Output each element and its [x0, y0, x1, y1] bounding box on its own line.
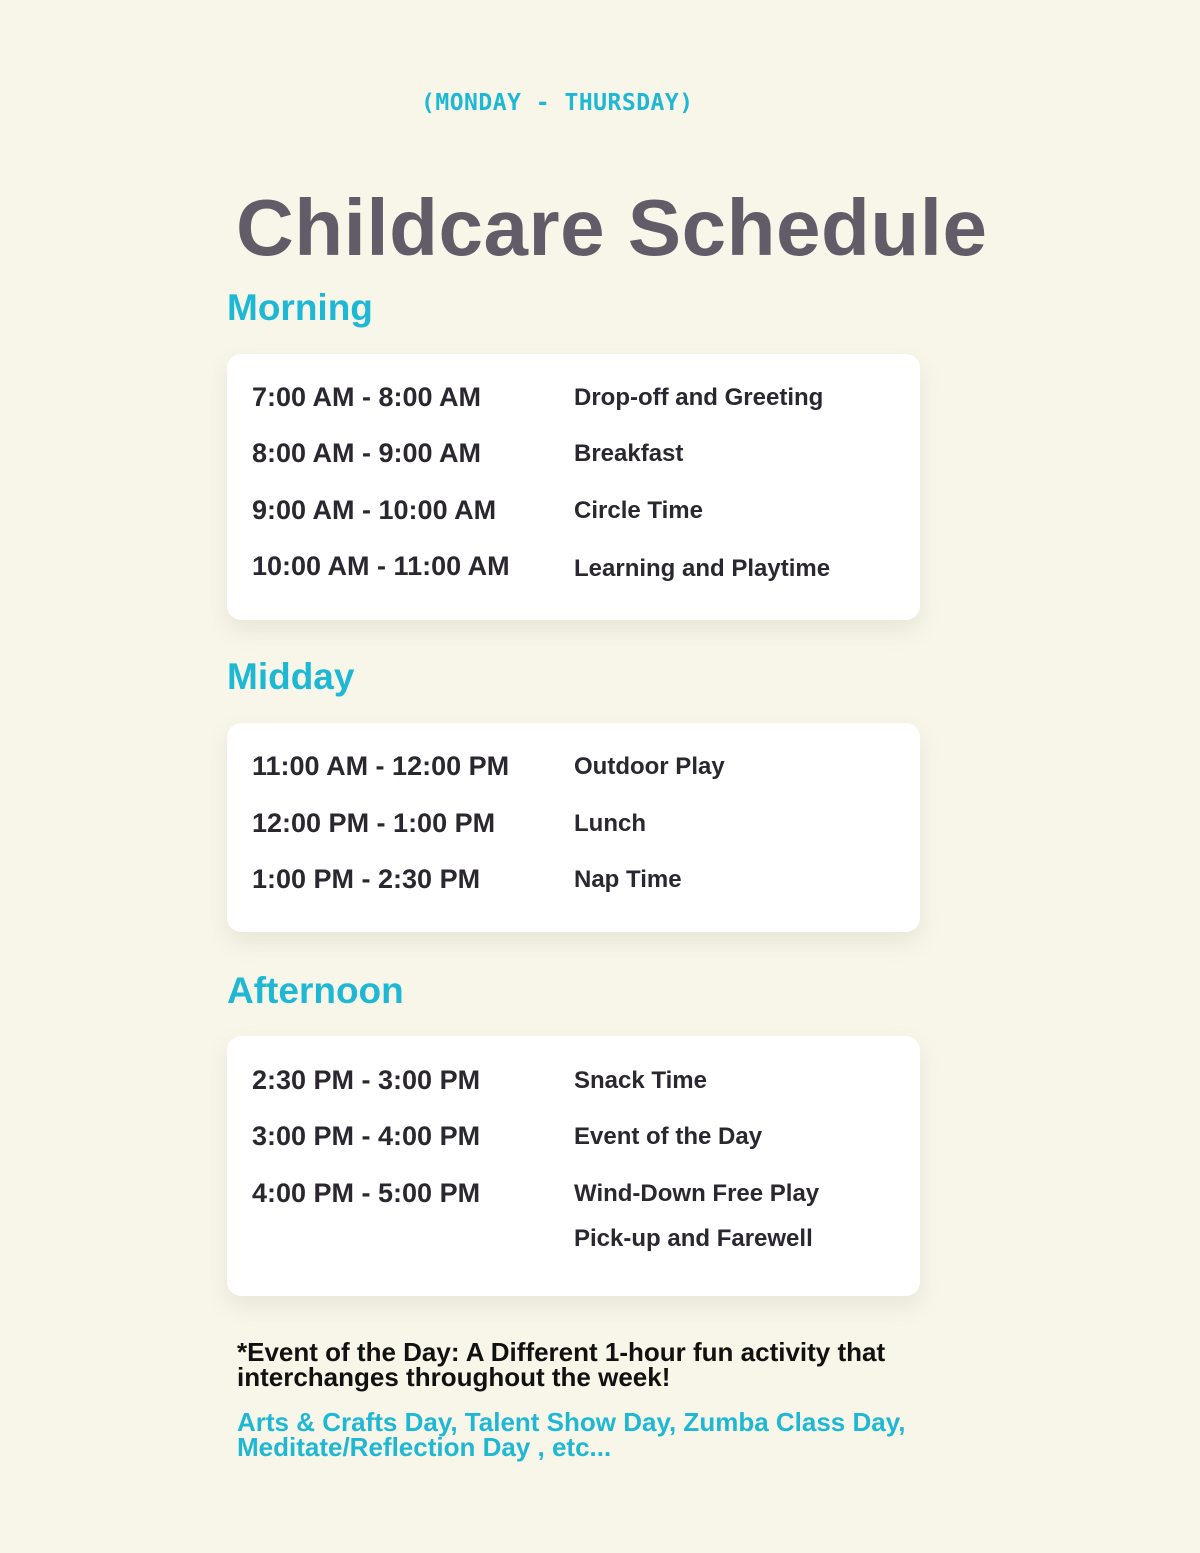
schedule-row [227, 1065, 920, 1105]
schedule-row [227, 551, 920, 591]
activity-label: Nap Time [574, 866, 682, 893]
activity-label: Pick-up and Farewell [574, 1225, 813, 1252]
afternoon-schedule-card [227, 1036, 920, 1296]
schedule-row [227, 1121, 920, 1161]
activity-label: Wind-Down Free Play [574, 1180, 820, 1207]
schedule-row [227, 1223, 920, 1263]
section-heading-midday: Midday [227, 656, 355, 697]
schedule-row [227, 495, 920, 535]
section-heading-morning: Morning [227, 287, 373, 328]
time-range: 12:00 PM - 1:00 PM [252, 808, 496, 838]
midday-schedule-card [227, 723, 920, 932]
time-range: 11:00 AM - 12:00 PM [252, 751, 510, 781]
schedule-row [227, 864, 920, 904]
schedule-row [227, 808, 920, 848]
time-range: 2:30 PM - 3:00 PM [252, 1065, 481, 1095]
schedule-row [227, 1178, 920, 1218]
time-range: 10:00 AM - 11:00 AM [252, 551, 510, 581]
activity-label: Event of the Day [574, 1123, 763, 1150]
schedule-row [227, 438, 920, 478]
activity-label: Lunch [574, 810, 646, 837]
schedule-row [227, 751, 920, 791]
section-heading-afternoon: Afternoon [227, 970, 404, 1011]
activity-label: Learning and Playtime [574, 555, 831, 582]
activity-label: Drop-off and Greeting [574, 384, 824, 411]
schedule-days-subtitle: (MONDAY - THURSDAY) [421, 90, 694, 116]
activity-label: Outdoor Play [574, 753, 725, 780]
event-of-the-day-note: *Event of the Day: A Different 1-hour fun activity that interchanges throughout the week! [237, 1337, 886, 1392]
activity-label: Snack Time [574, 1067, 707, 1094]
page-title: Childcare Schedule [236, 183, 988, 272]
morning-schedule-card [227, 354, 920, 620]
time-range: 1:00 PM - 2:30 PM [252, 864, 481, 894]
event-examples: Arts & Crafts Day, Talent Show Day, Zumba Class Day, Meditate/Reflection Day , etc... [237, 1407, 906, 1462]
time-range: 4:00 PM - 5:00 PM [252, 1178, 481, 1208]
time-range: 8:00 AM - 9:00 AM [252, 438, 482, 468]
activity-label: Circle Time [574, 497, 703, 524]
time-range: 7:00 AM - 8:00 AM [252, 382, 482, 412]
schedule-row [227, 382, 920, 422]
time-range: 9:00 AM - 10:00 AM [252, 495, 497, 525]
activity-label: Breakfast [574, 440, 684, 467]
time-range: 3:00 PM - 4:00 PM [252, 1121, 481, 1151]
